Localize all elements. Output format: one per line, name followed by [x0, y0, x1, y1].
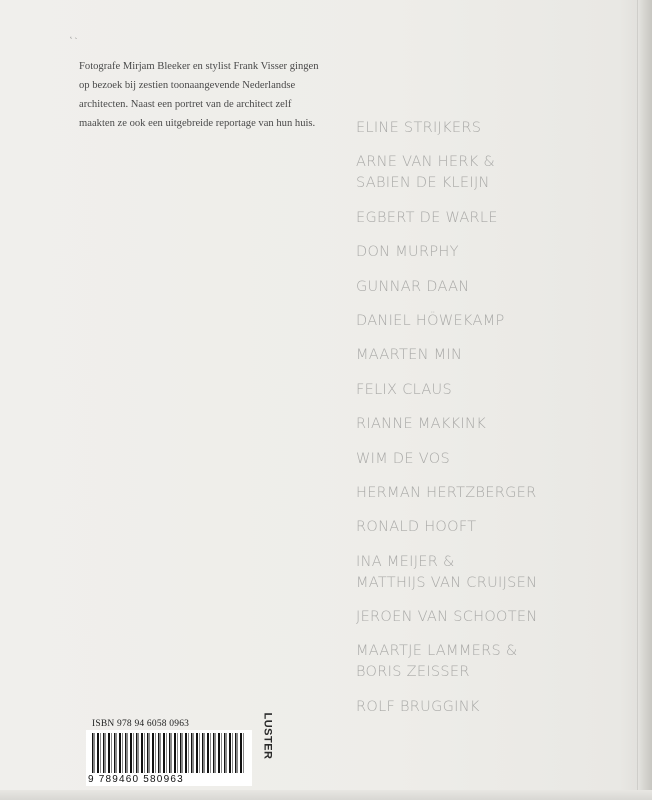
barcode-digits: 9 789460 580963 — [88, 774, 184, 785]
architect-name: DON MURPHY — [356, 244, 459, 261]
architect-name: INA MEIJER & MATTHIJS VAN CRUIJSEN — [356, 553, 538, 591]
architect-name: RIANNE MAKKINK — [356, 416, 487, 433]
book-bottom-edge — [0, 790, 652, 800]
architect-name: MAARTJE LAMMERS & BORIS ZEISSER — [356, 643, 518, 681]
barcode-bars — [92, 733, 246, 773]
architect-name: EGBERT DE WARLE — [356, 209, 498, 226]
architect-name: ROLF BRUGGINK — [356, 698, 480, 715]
architect-name: DANIEL HÖWEKAMP — [356, 312, 505, 329]
architect-name: GUNNAR DAAN — [356, 278, 470, 295]
print-speck: ˛ ˎ — [70, 30, 78, 39]
isbn-label: ISBN 978 94 6058 0963 — [92, 719, 190, 729]
architect-name: FELIX CLAUS — [356, 381, 452, 398]
barcode — [86, 730, 252, 786]
architect-name: ELINE STRIJKERS — [356, 120, 482, 136]
architect-name: JEROEN VAN SCHOOTEN — [356, 609, 538, 626]
architect-name: MAARTEN MIN — [356, 347, 463, 364]
architect-name: HERMAN HERTZBERGER — [356, 484, 537, 501]
architect-list — [356, 118, 616, 731]
intro-text: Fotografe Mirjam Bleeker en stylist Frank Visser gingen op bezoek bij zestien toonaangevende Nederlandse architecten. Naast een portret van de architect zelf maakten ze ook een uitgebreide reportage van hun huis. — [79, 61, 319, 129]
book-spine-edge — [637, 0, 652, 800]
architect-name: RONALD HOOFT — [356, 519, 477, 536]
publisher-logo — [259, 712, 275, 760]
architect-name: WIM DE VOS — [356, 450, 450, 467]
publisher-name: LUSTER — [261, 712, 273, 760]
architect-name: ARNE VAN HERK & SABIEN DE KLEIJN — [356, 154, 496, 192]
intro-blurb — [79, 57, 319, 133]
